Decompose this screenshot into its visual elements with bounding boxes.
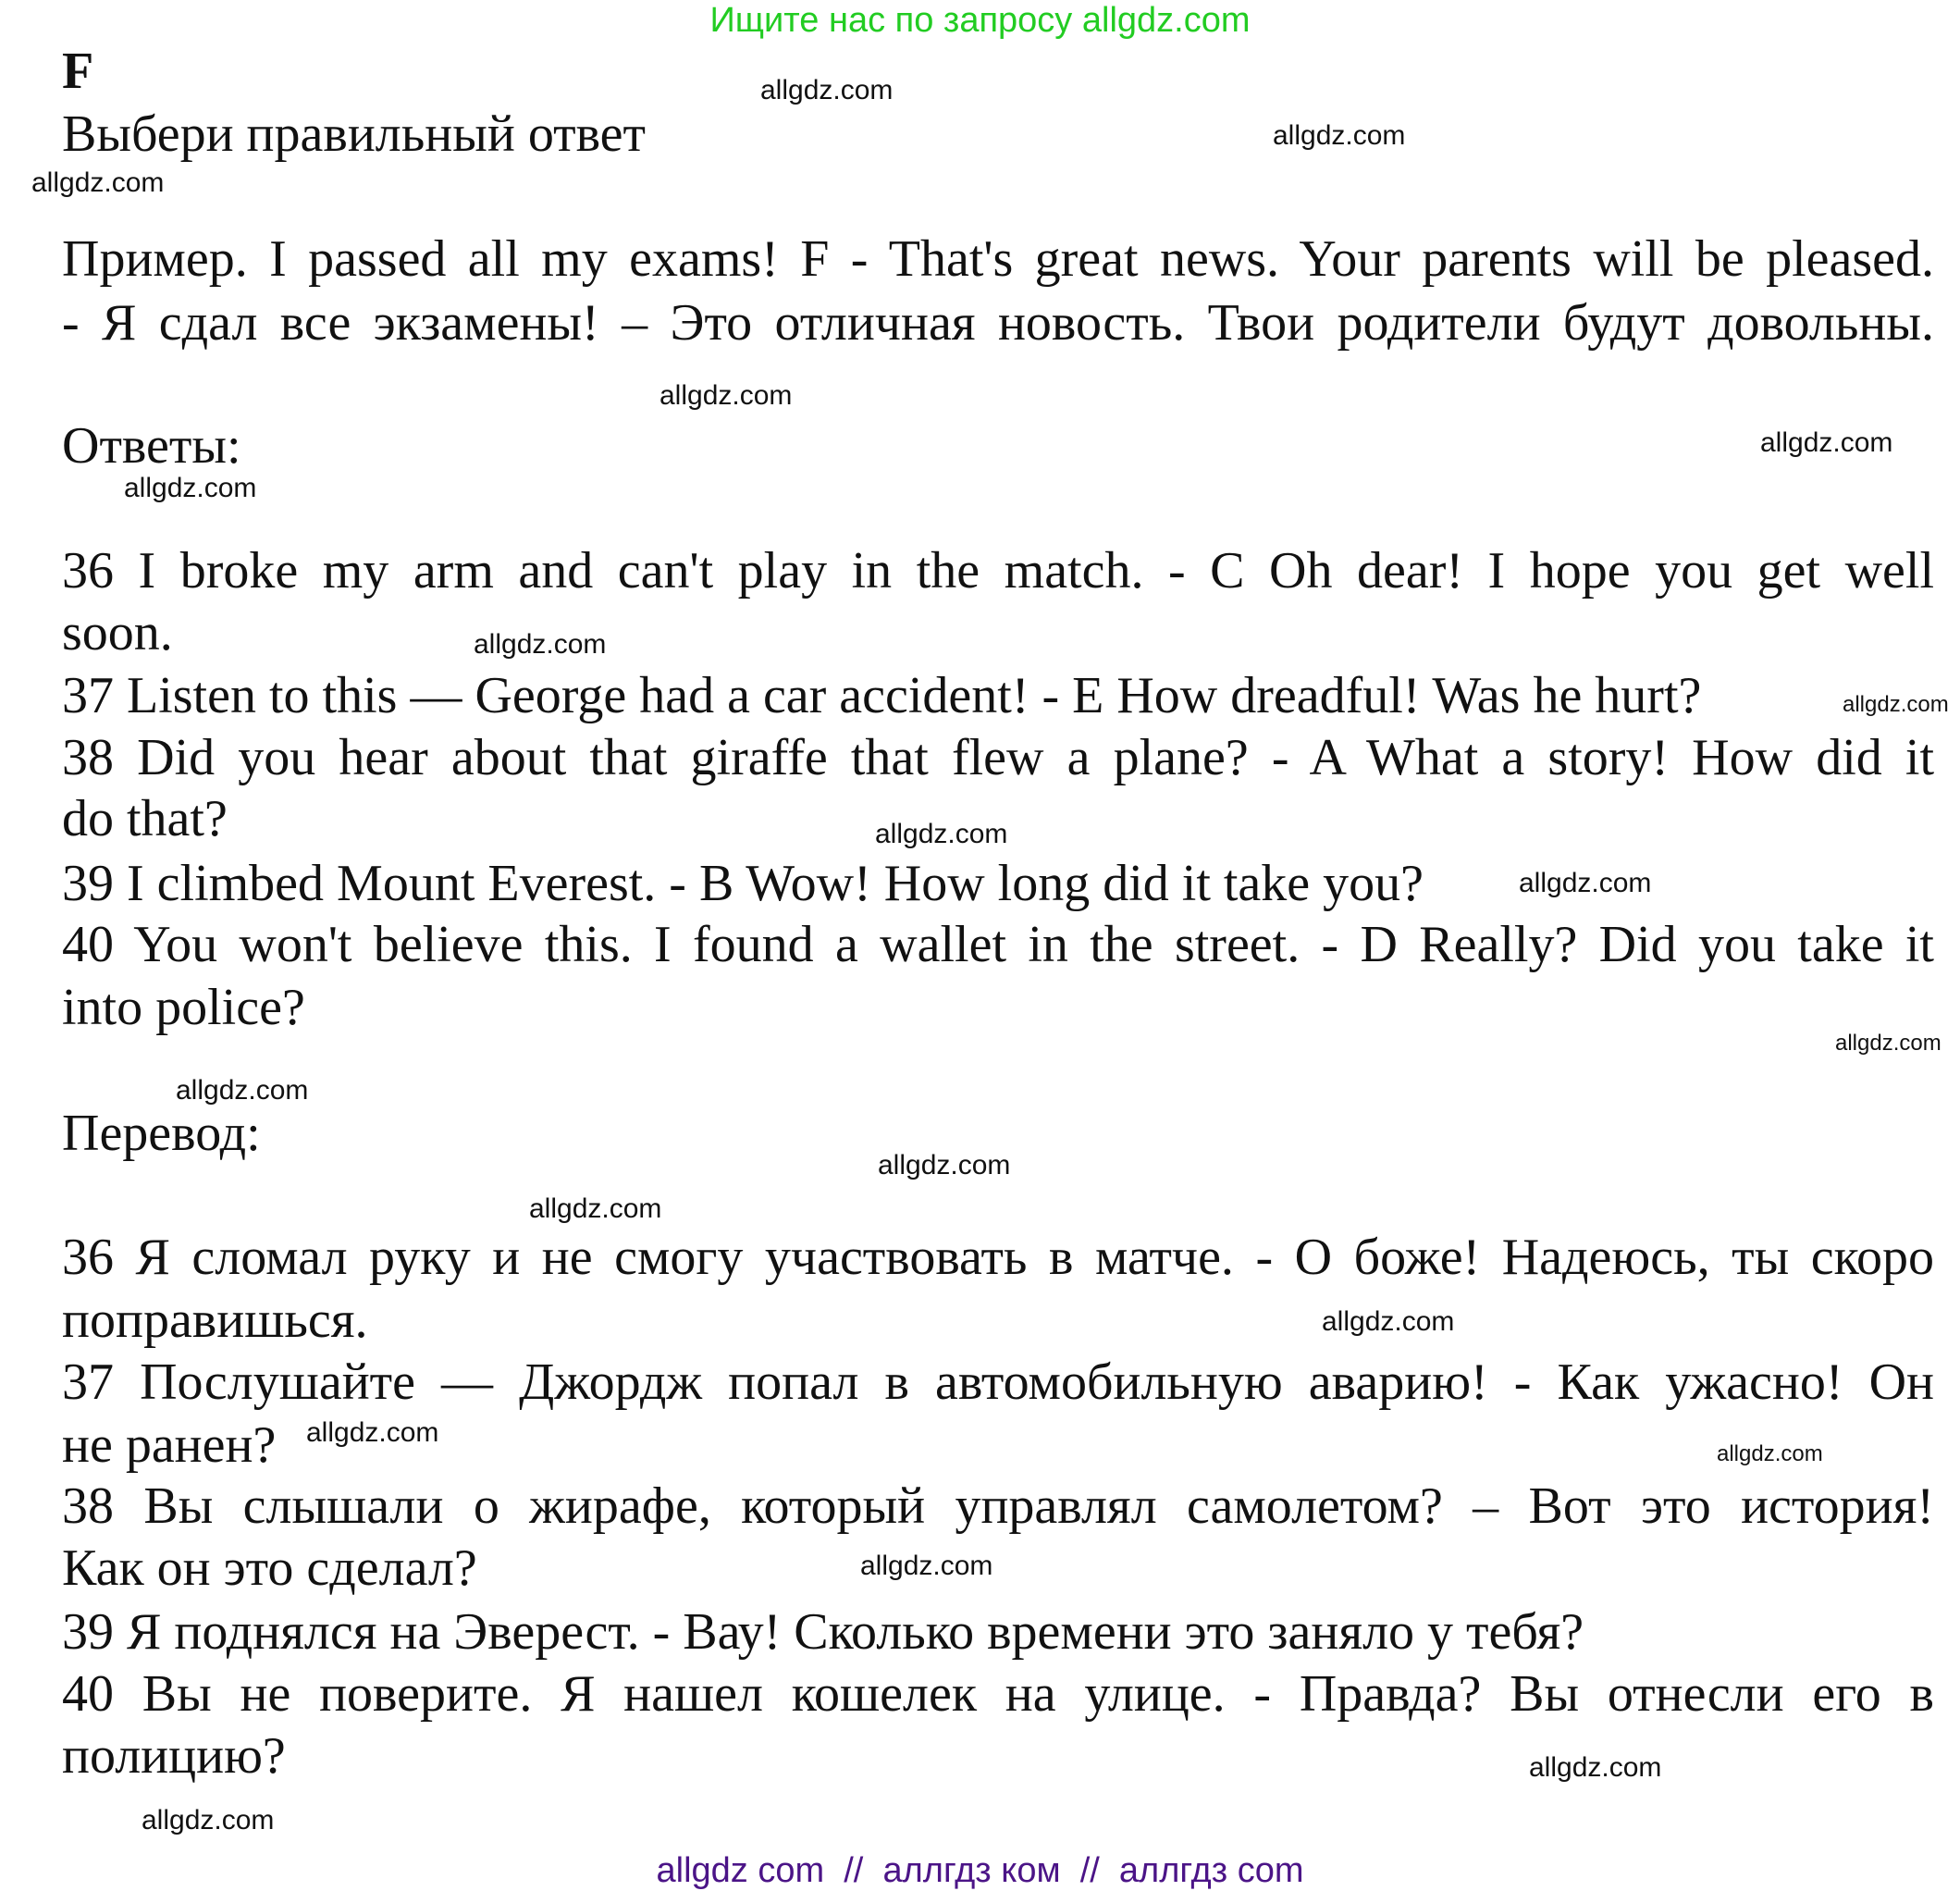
answer-line: into police? [62,979,305,1036]
translation-line: поправишься. [62,1292,368,1349]
watermark: allgdz.com [306,1417,439,1448]
example-line: - Я сдал все экзамены! – Это отличная новость. Твои родители будут довольны. [62,294,1934,352]
watermark: allgdz.com [124,473,257,503]
watermark: allgdz.com [1519,868,1652,898]
answer-line: do that? [62,790,228,847]
watermark: allgdz.com [659,380,793,411]
answer-line: 39 I climbed Mount Everest. - B Wow! How long did it take you? [62,855,1424,912]
watermark: allgdz.com [176,1075,309,1106]
answer-line: 37 Listen to this — George had a car accident! - E How dreadful! Was he hurt? [62,667,1702,724]
watermark: allgdz.com [1273,120,1406,151]
answer-line: 40 You won't believe this. I found a wallet in the street. - D Really? Did you take it [62,916,1934,973]
watermark: allgdz.com [760,75,894,105]
translation-line: 39 Я поднялся на Эверест. - Вау! Сколько времени это заняло у тебя? [62,1603,1584,1661]
translation-line: 40 Вы не поверите. Я нашел кошелек на улице. - Правда? Вы отнесли его в [62,1665,1934,1723]
translation-line: 36 Я сломал руку и не смогу участвовать в матче. - О боже! Надеюсь, ты скоро [62,1229,1934,1286]
watermark: allgdz.com [1529,1752,1662,1783]
translation-heading: Перевод: [62,1105,261,1162]
watermark: allgdz.com [1843,692,1949,717]
answer-line: 38 Did you hear about that giraffe that flew a plane? - A What a story! How did it [62,729,1934,786]
example-line: Пример. I passed all my exams! F - That's great news. Your parents will be pleased. [62,230,1934,288]
watermark: allgdz.com [474,629,607,660]
translation-line: Как он это сделал? [62,1539,477,1597]
watermark: allgdz.com [1835,1031,1942,1056]
translation-line: 38 Вы слышали о жирафе, который управлял самолетом? – Вот это история! [62,1477,1934,1535]
watermark: allgdz.com [529,1193,662,1224]
translation-line: полицию? [62,1727,286,1785]
watermark: allgdz.com [1322,1306,1455,1337]
answers-heading: Ответы: [62,417,241,475]
footer-banner: allgdz com // аллгдз ком // аллгдз com [656,1851,1304,1890]
watermark: allgdz.com [1717,1441,1823,1466]
translation-line: не ранен? [62,1416,277,1474]
watermark: allgdz.com [1760,427,1893,458]
answer-line: soon. [62,604,173,661]
watermark: allgdz.com [878,1150,1011,1180]
instruction: Выбери правильный ответ [62,105,647,163]
answer-line: 36 I broke my arm and can't play in the match. - C Oh dear! I hope you get well [62,542,1934,599]
section-letter: F [62,43,94,100]
search-banner: Ищите нас по запросу allgdz.com [709,1,1251,40]
watermark: allgdz.com [31,167,165,198]
translation-line: 37 Послушайте — Джордж попал в автомобильную аварию! - Как ужасно! Он [62,1353,1934,1411]
watermark: allgdz.com [142,1805,275,1835]
watermark: allgdz.com [875,819,1008,849]
watermark: allgdz.com [860,1551,993,1581]
